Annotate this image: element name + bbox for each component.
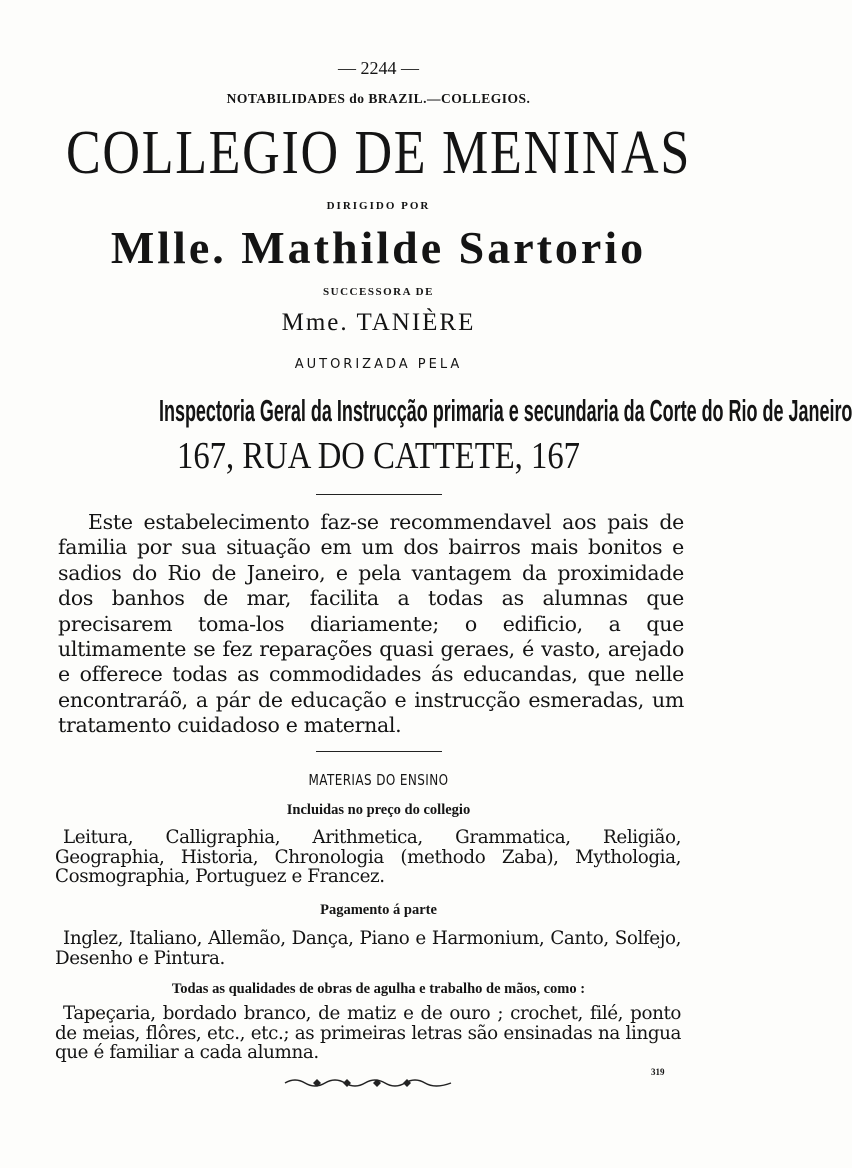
- predecessor-name: Mme. TANIÈRE: [281, 309, 476, 336]
- dirigido-label: DIRIGIDO POR: [326, 200, 431, 212]
- address-line: 167, RUA DO CATTETE, 167: [176, 435, 581, 477]
- body-paragraph: Este estabelecimento faz-se recommendavel aos pais de familia por sua situação em um dos bairros mais bonitos e sadios do Rio de Janeiro, e pela vantagem da proximidade dos banhos de mar, facilita a todas as alumnas que precisarem toma-los diariamente; o edificio, a que ultimamente se fez reparações quasi geraes, é vasto, arejado e offerece todas as commodidades ás educandas, que nelle encontraráõ, a pár de educação e instrucção esmeradas, um tratamento cuidadoso e maternal.: [58, 510, 684, 738]
- section-text-included: Leitura, Calligraphia, Arithmetica, Grammatica, Religião, Geographia, Historia, Chronologia (methodo Zaba), Mythologia, Cosmographia, Portuguez e Francez.: [55, 827, 681, 887]
- divider-rule: [316, 751, 442, 752]
- ornament-divider-icon: [283, 1075, 453, 1089]
- inspectoria-line: Inspectoria Geral da Instrucção primaria e secundaria da Corte do Rio de Janeiro: [158, 393, 852, 428]
- sheet-number: 319: [651, 1067, 665, 1077]
- running-header: NOTABILIDADES do BRAZIL.—COLLEGIOS.: [226, 91, 531, 106]
- director-name: Mlle. Mathilde Sartorio: [110, 222, 647, 273]
- section-heading-extra: Pagamento á parte: [320, 902, 437, 918]
- materias-heading: MATERIAS DO ENSINO: [308, 771, 449, 789]
- section-heading-needlework: Todas as qualidades de obras de agulha e trabalho de mãos, como :: [171, 981, 586, 997]
- section-text-needlework: Tapeçaria, bordado branco, de matiz e de ouro ; crochet, filé, ponto de meias, flôres, etc., etc.; as primeiras letras são ensinadas na lingua que é familiar a cada alumna.: [55, 1003, 681, 1063]
- autorizada-label: AUTORIZADA PELA: [294, 357, 463, 372]
- divider-rule: [316, 494, 442, 495]
- page-number: — 2244 —: [338, 58, 419, 78]
- section-heading-included: Incluidas no preço do collegio: [286, 802, 471, 818]
- section-text-extra: Inglez, Italiano, Allemão, Dança, Piano e Harmonium, Canto, Solfejo, Desenho e Pintura.: [55, 928, 681, 969]
- page-title: COLLEGIO DE MENINAS: [65, 119, 691, 187]
- successora-label: SUCCESSORA DE: [323, 286, 434, 298]
